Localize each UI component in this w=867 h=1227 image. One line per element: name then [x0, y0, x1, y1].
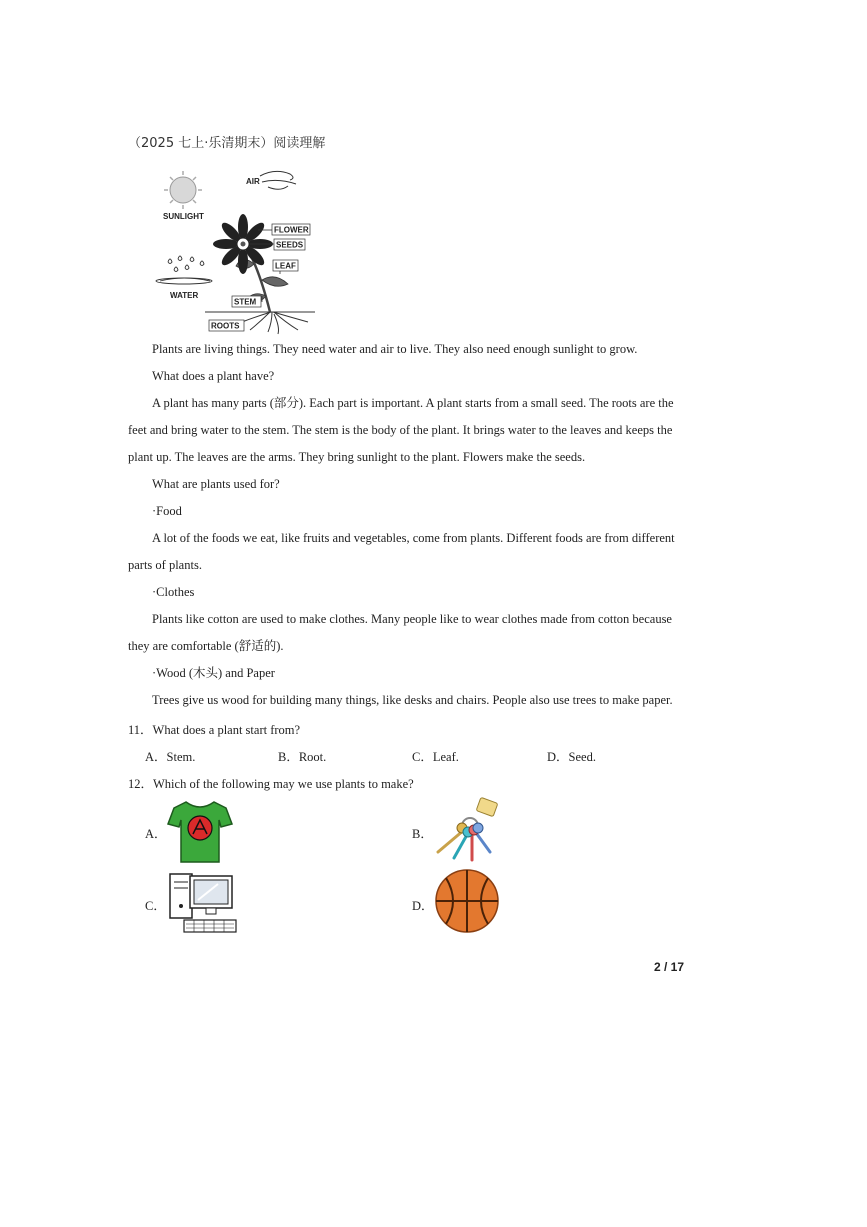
q12-option-a[interactable]: A． — [145, 827, 167, 841]
passage-heading-2: What are plants used for? — [152, 477, 280, 491]
keys-icon — [434, 796, 502, 864]
roots-icon — [242, 312, 308, 334]
q12-option-d[interactable]: D． — [412, 899, 434, 913]
question-11: 11．What does a plant start from? — [128, 723, 301, 737]
subheading-wood-paper: ·Wood (木头) and Paper — [152, 666, 275, 680]
computer-icon — [166, 870, 238, 936]
subheading-clothes: ·Clothes — [152, 585, 195, 599]
air-label: AIR — [246, 177, 260, 186]
water-label: WATER — [170, 291, 199, 300]
q12-option-b[interactable]: B． — [412, 827, 433, 841]
q11-option-d[interactable]: D．Seed. — [547, 750, 596, 764]
passage-paragraph-2: A plant has many parts (部分). Each part is important. A plant starts from a small seed. The roots are the feet and bring water to the stem. The stem is the body of the plant. It brings water to the leaves and keeps the plant up. The leaves are the arms. They bring sunlight to the plant. Flowers make the seeds. — [128, 396, 674, 464]
subheading-food: ·Food — [152, 504, 182, 518]
sunlight-label: SUNLIGHT — [163, 212, 204, 221]
leaf-label: LEAF — [275, 261, 296, 271]
sun-icon — [164, 171, 202, 209]
stem-label: STEM — [234, 297, 257, 307]
passage-paragraph-1: Plants are living things. They need water and air to live. They also need enough sunlight to grow. — [152, 342, 638, 356]
plant-diagram — [150, 162, 325, 337]
wind-icon — [260, 171, 296, 189]
passage-heading-1: What does a plant have? — [152, 369, 275, 383]
page-number: 2 / 17 — [654, 960, 685, 974]
q11-option-a[interactable]: A．Stem. — [145, 750, 196, 764]
t-shirt-icon — [166, 798, 234, 864]
question-12: 12．Which of the following may we use plants to make? — [128, 777, 414, 791]
q11-option-c[interactable]: C．Leaf. — [412, 750, 459, 764]
passage-paragraph-3: A lot of the foods we eat, like fruits and vegetables, come from plants. Different foods are from different parts of plants. — [128, 531, 675, 572]
q11-option-b[interactable]: B．Root. — [278, 750, 327, 764]
water-drops-icon — [156, 256, 212, 284]
basketball-icon — [434, 868, 500, 934]
flower-label: FLOWER — [274, 225, 309, 235]
q12-option-c[interactable]: C． — [145, 899, 166, 913]
seeds-label: SEEDS — [276, 240, 304, 250]
roots-label: ROOTS — [211, 321, 240, 331]
passage-paragraph-4: Plants like cotton are used to make clothes. Many people like to wear clothes made from cotton because they are comfortable (舒适的). — [128, 612, 672, 653]
source-heading: （2025 七上·乐清期末）阅读理解 — [128, 136, 326, 151]
passage-paragraph-5: Trees give us wood for building many things, like desks and chairs. People also use trees to make paper. — [152, 693, 673, 707]
